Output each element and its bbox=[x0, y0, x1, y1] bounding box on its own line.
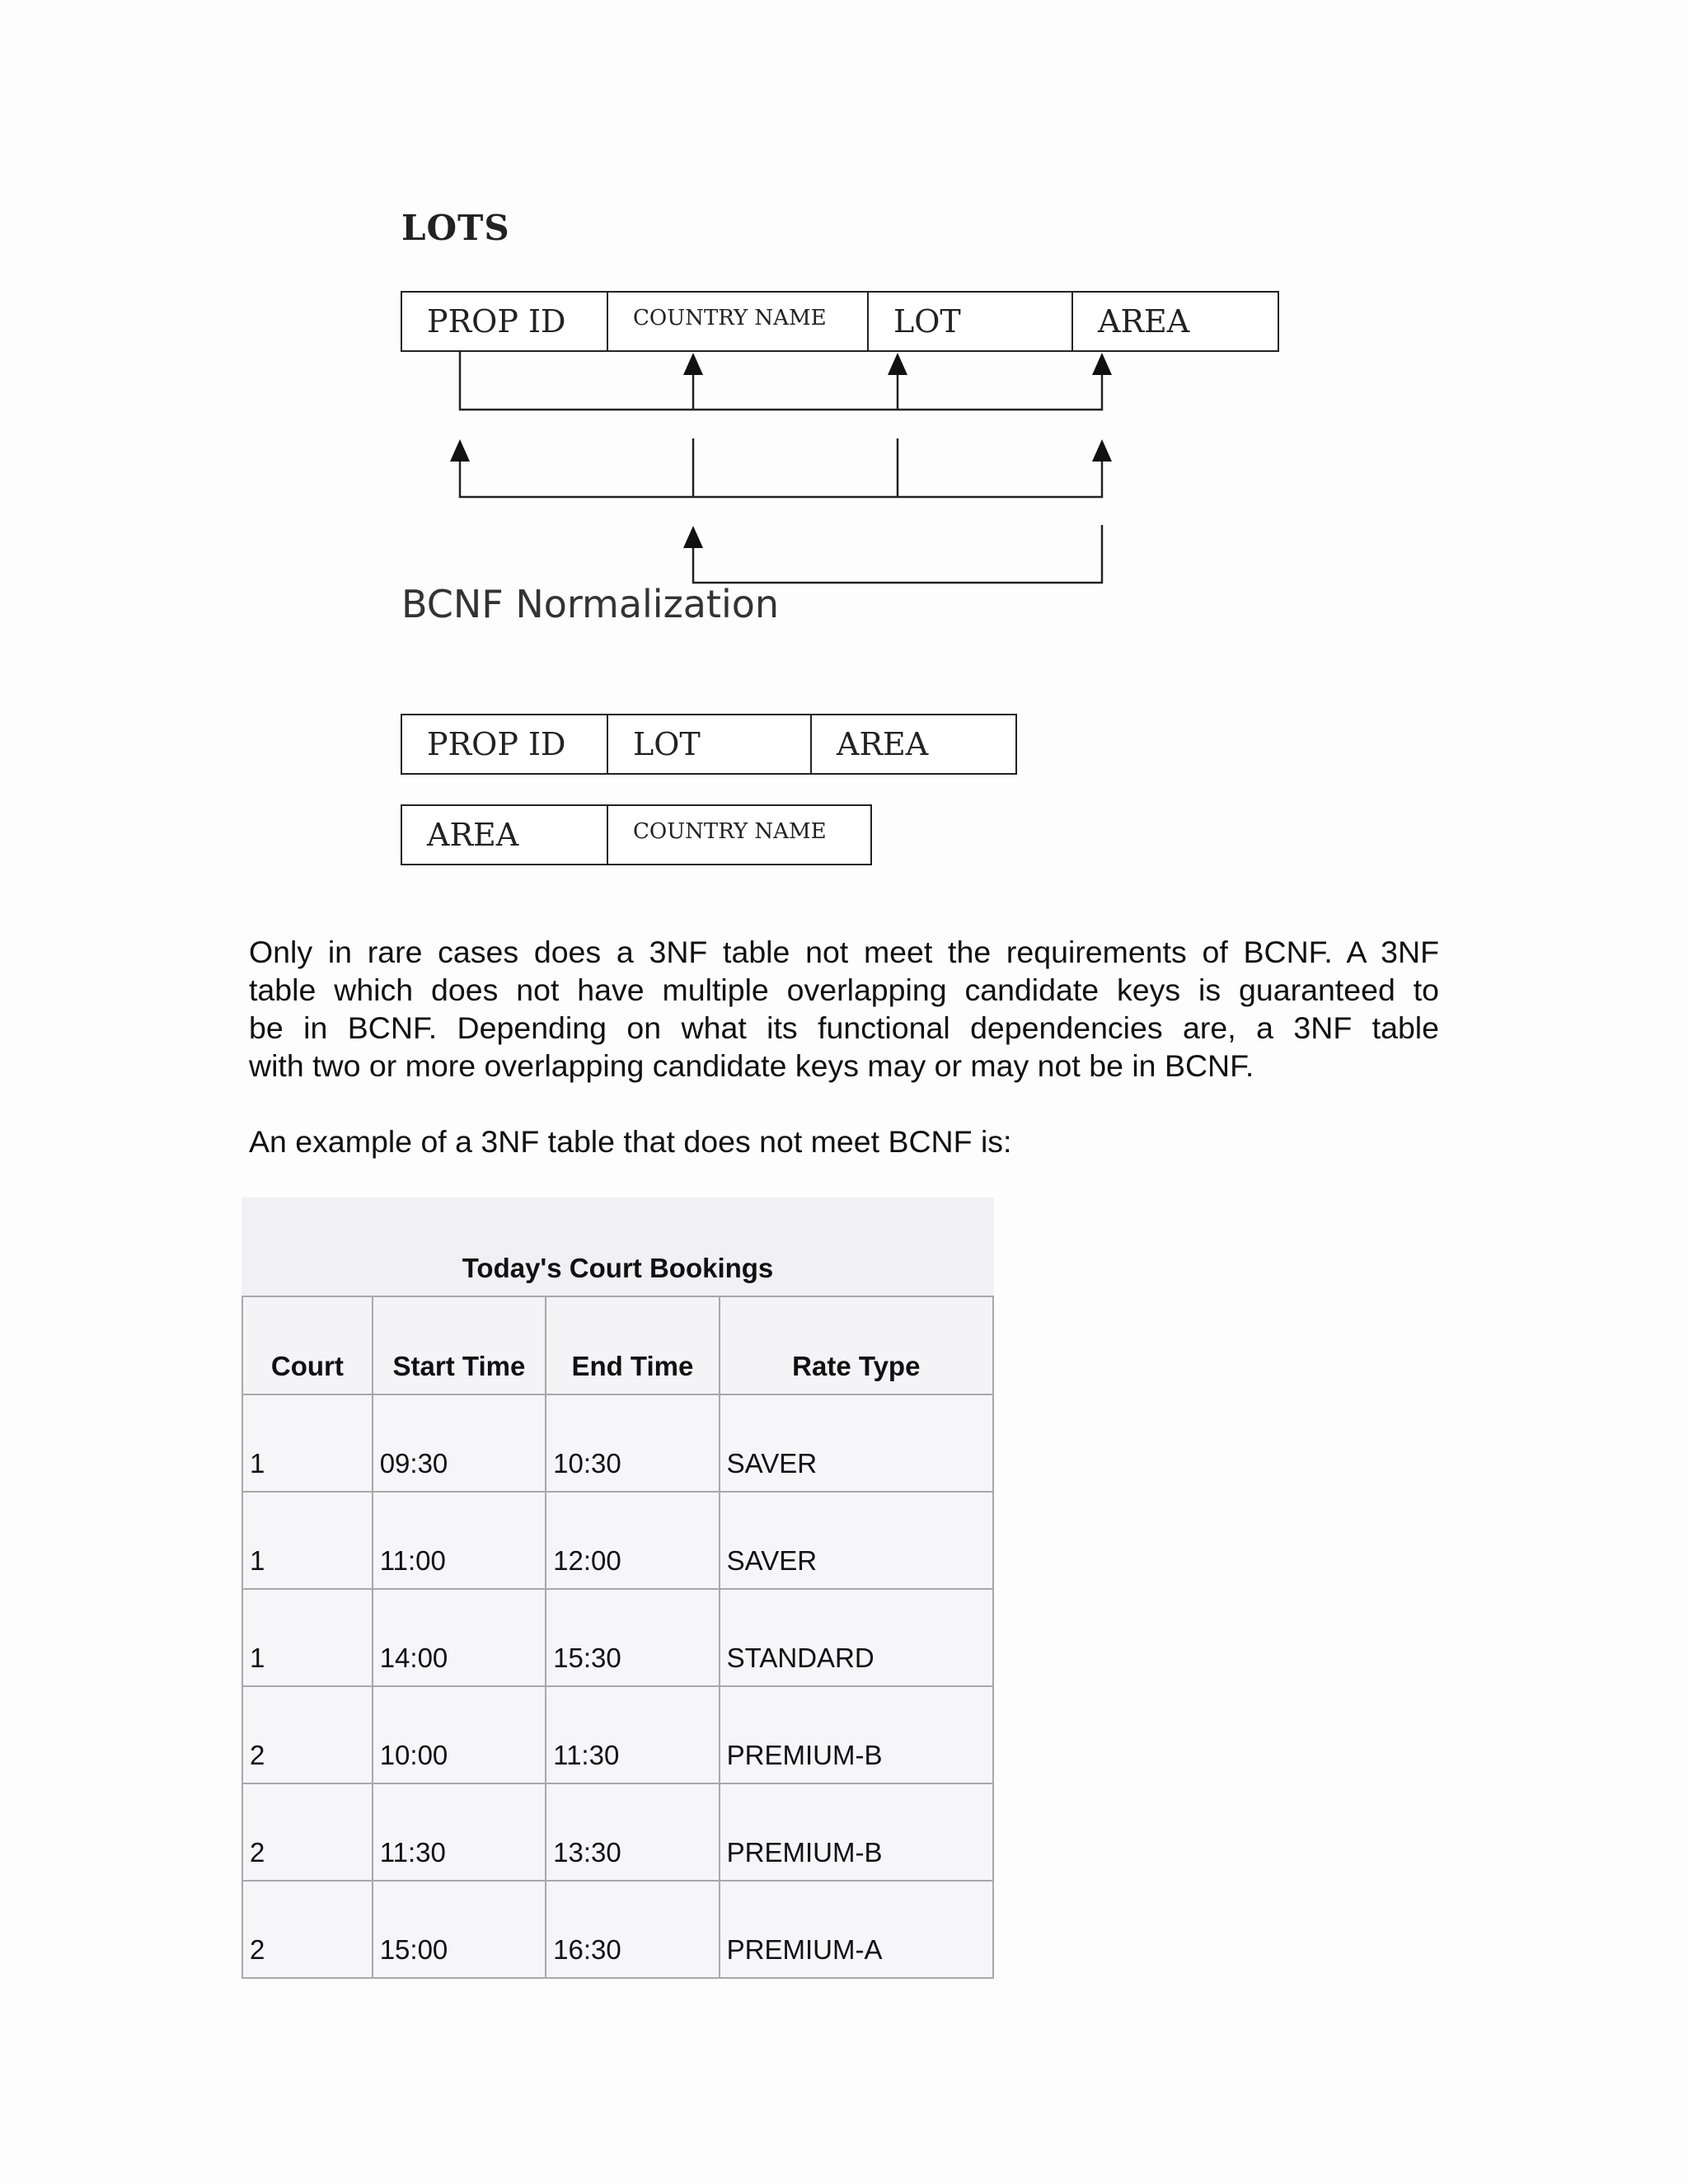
table-row bbox=[242, 1492, 993, 1589]
lots-field-prop-id: PROP ID bbox=[402, 293, 608, 350]
table-row bbox=[242, 1686, 993, 1783]
cell-court: 2 bbox=[242, 1881, 373, 1978]
lots-title: LOTS bbox=[401, 208, 510, 248]
paragraph-line: Only in rare cases does a 3NF table not meet the requirements of BCNF. A 3NF bbox=[249, 935, 1439, 969]
table-row bbox=[242, 1394, 993, 1492]
table-caption: Today's Court Bookings bbox=[242, 1197, 993, 1296]
court-bookings-table bbox=[241, 1197, 994, 1979]
cell-court: 2 bbox=[242, 1783, 373, 1881]
arrow-up-icon bbox=[888, 353, 907, 375]
cell-start-time: 10:00 bbox=[373, 1686, 546, 1783]
bcnf-title: BCNF Normalization bbox=[401, 582, 780, 626]
cell-end-time: 10:30 bbox=[546, 1394, 719, 1492]
table-caption-row bbox=[242, 1197, 993, 1296]
paragraph-line: be in BCNF. Depending on what its functional dependencies are, a 3NF table bbox=[249, 1010, 1439, 1045]
table-header-row bbox=[242, 1296, 993, 1394]
cell-start-time: 11:00 bbox=[373, 1492, 546, 1589]
cell-court: 2 bbox=[242, 1686, 373, 1783]
bcnf1-field-prop-id: PROP ID bbox=[402, 715, 608, 773]
cell-start-time: 11:30 bbox=[373, 1783, 546, 1881]
header-end-time: End Time bbox=[546, 1296, 719, 1394]
paragraph-line: table which does not have multiple overlapping candidate keys is guaranteed to bbox=[249, 972, 1439, 1007]
arrow-up-icon bbox=[683, 353, 703, 375]
bcnf2-field-area: AREA bbox=[402, 806, 608, 864]
header-court: Court bbox=[242, 1296, 373, 1394]
cell-start-time: 15:00 bbox=[373, 1881, 546, 1978]
cell-rate-type: PREMIUM-A bbox=[720, 1881, 993, 1978]
arrow-up-icon bbox=[450, 439, 470, 462]
cell-court: 1 bbox=[242, 1589, 373, 1686]
arrow-up-icon bbox=[1092, 439, 1112, 462]
header-rate-type: Rate Type bbox=[720, 1296, 993, 1394]
cell-end-time: 16:30 bbox=[546, 1881, 719, 1978]
cell-start-time: 14:00 bbox=[373, 1589, 546, 1686]
paragraph-example-intro: An example of a 3NF table that does not meet BCNF is: bbox=[249, 1124, 1012, 1159]
cell-start-time: 09:30 bbox=[373, 1394, 546, 1492]
cell-rate-type: STANDARD bbox=[720, 1589, 993, 1686]
bcnf-table-2 bbox=[401, 804, 872, 865]
cell-end-time: 15:30 bbox=[546, 1589, 719, 1686]
bcnf1-field-area: AREA bbox=[837, 726, 929, 762]
cell-end-time: 11:30 bbox=[546, 1686, 719, 1783]
bcnf1-field-lot: LOT bbox=[608, 715, 812, 773]
bcnf2-field-country-name: COUNTRY NAME bbox=[633, 819, 827, 844]
dependency-line-3 bbox=[693, 525, 1102, 583]
table-row bbox=[242, 1783, 993, 1881]
paragraph-bcnf-explanation bbox=[249, 933, 1439, 1085]
table-row bbox=[242, 1881, 993, 1978]
lots-field-area: AREA bbox=[1098, 303, 1190, 340]
cell-end-time: 12:00 bbox=[546, 1492, 719, 1589]
dependency-line-1 bbox=[460, 352, 1102, 410]
lots-field-lot: LOT bbox=[869, 293, 1073, 350]
cell-court: 1 bbox=[242, 1394, 373, 1492]
bcnf-table-1 bbox=[401, 714, 1017, 775]
arrow-up-icon bbox=[683, 526, 703, 548]
cell-rate-type: SAVER bbox=[720, 1492, 993, 1589]
cell-end-time: 13:30 bbox=[546, 1783, 719, 1881]
table-row bbox=[242, 1589, 993, 1686]
lots-field-country-name: COUNTRY NAME bbox=[608, 293, 869, 350]
arrow-up-icon bbox=[1092, 353, 1112, 375]
paragraph-line: with two or more overlapping candidate keys may or may not be in BCNF. bbox=[249, 1048, 1254, 1083]
dependency-diagram bbox=[0, 0, 1688, 626]
header-start-time: Start Time bbox=[373, 1296, 546, 1394]
dependency-line-2 bbox=[460, 462, 1102, 497]
cell-rate-type: PREMIUM-B bbox=[720, 1686, 993, 1783]
cell-rate-type: PREMIUM-B bbox=[720, 1783, 993, 1881]
cell-court: 1 bbox=[242, 1492, 373, 1589]
cell-rate-type: SAVER bbox=[720, 1394, 993, 1492]
